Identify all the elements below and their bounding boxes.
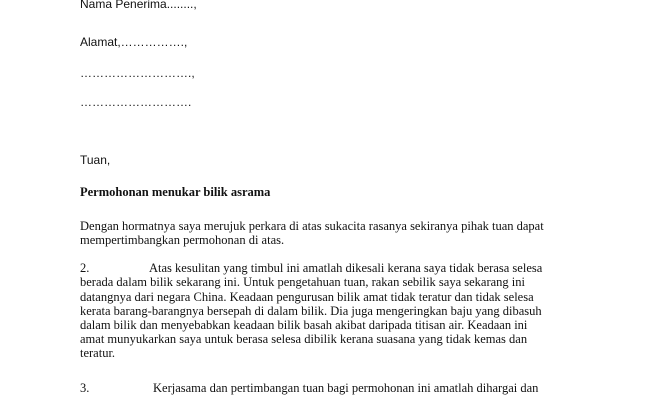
paragraph-1-line-2: mempertimbangkan permohonan di atas. bbox=[80, 233, 285, 247]
address-line-2: ………………………., bbox=[80, 66, 195, 80]
recipient-name: Nama Penerima........, bbox=[80, 0, 197, 11]
paragraph-3-first-line: Kerjasama dan pertimbangan tuan bagi permohonan ini amatlah dihargai dan bbox=[153, 381, 539, 395]
paragraph-3-number: 3. bbox=[80, 381, 90, 395]
paragraph-2-number: 2. bbox=[80, 261, 90, 275]
paragraph-2-line: teratur. bbox=[80, 346, 116, 360]
salutation: Tuan, bbox=[80, 153, 111, 167]
paragraph-1-line-1: Dengan hormatnya saya merujuk perkara di atas sukacita rasanya sekiranya pihak tuan dapat bbox=[80, 219, 544, 233]
paragraph-2-line: berada dalam bilik sekarang ini. Untuk pengetahuan tuan, rakan sebilik saya sekarang ini bbox=[80, 275, 525, 289]
paragraph-2-line: kerata barang-barangnya bersepah di dalam bilik. Dia juga mengeringkan baju yang dibasuh bbox=[80, 304, 542, 318]
subject-heading: Permohonan menukar bilik asrama bbox=[80, 185, 271, 199]
address-line-3: ………………………. bbox=[80, 95, 192, 109]
paragraph-2-line: dalam bilik dan menyebabkan keadaan bilik basah akibat daripada titisan air. Keadaan ini bbox=[80, 318, 528, 332]
paragraph-2-line: amat munyukarkan saya untuk berasa selesa dibilik kerana suasana yang tidak kemas dan bbox=[80, 332, 528, 346]
address-label: Alamat,……………., bbox=[80, 35, 188, 49]
paragraph-2-first-line: Atas kesulitan yang timbul ini amatlah dikesali kerana saya tidak berasa selesa bbox=[149, 261, 543, 275]
paragraph-2-line: datangnya dari negara China. Keadaan pengurusan bilik amat tidak teratur dan tidak selesa bbox=[80, 290, 534, 304]
